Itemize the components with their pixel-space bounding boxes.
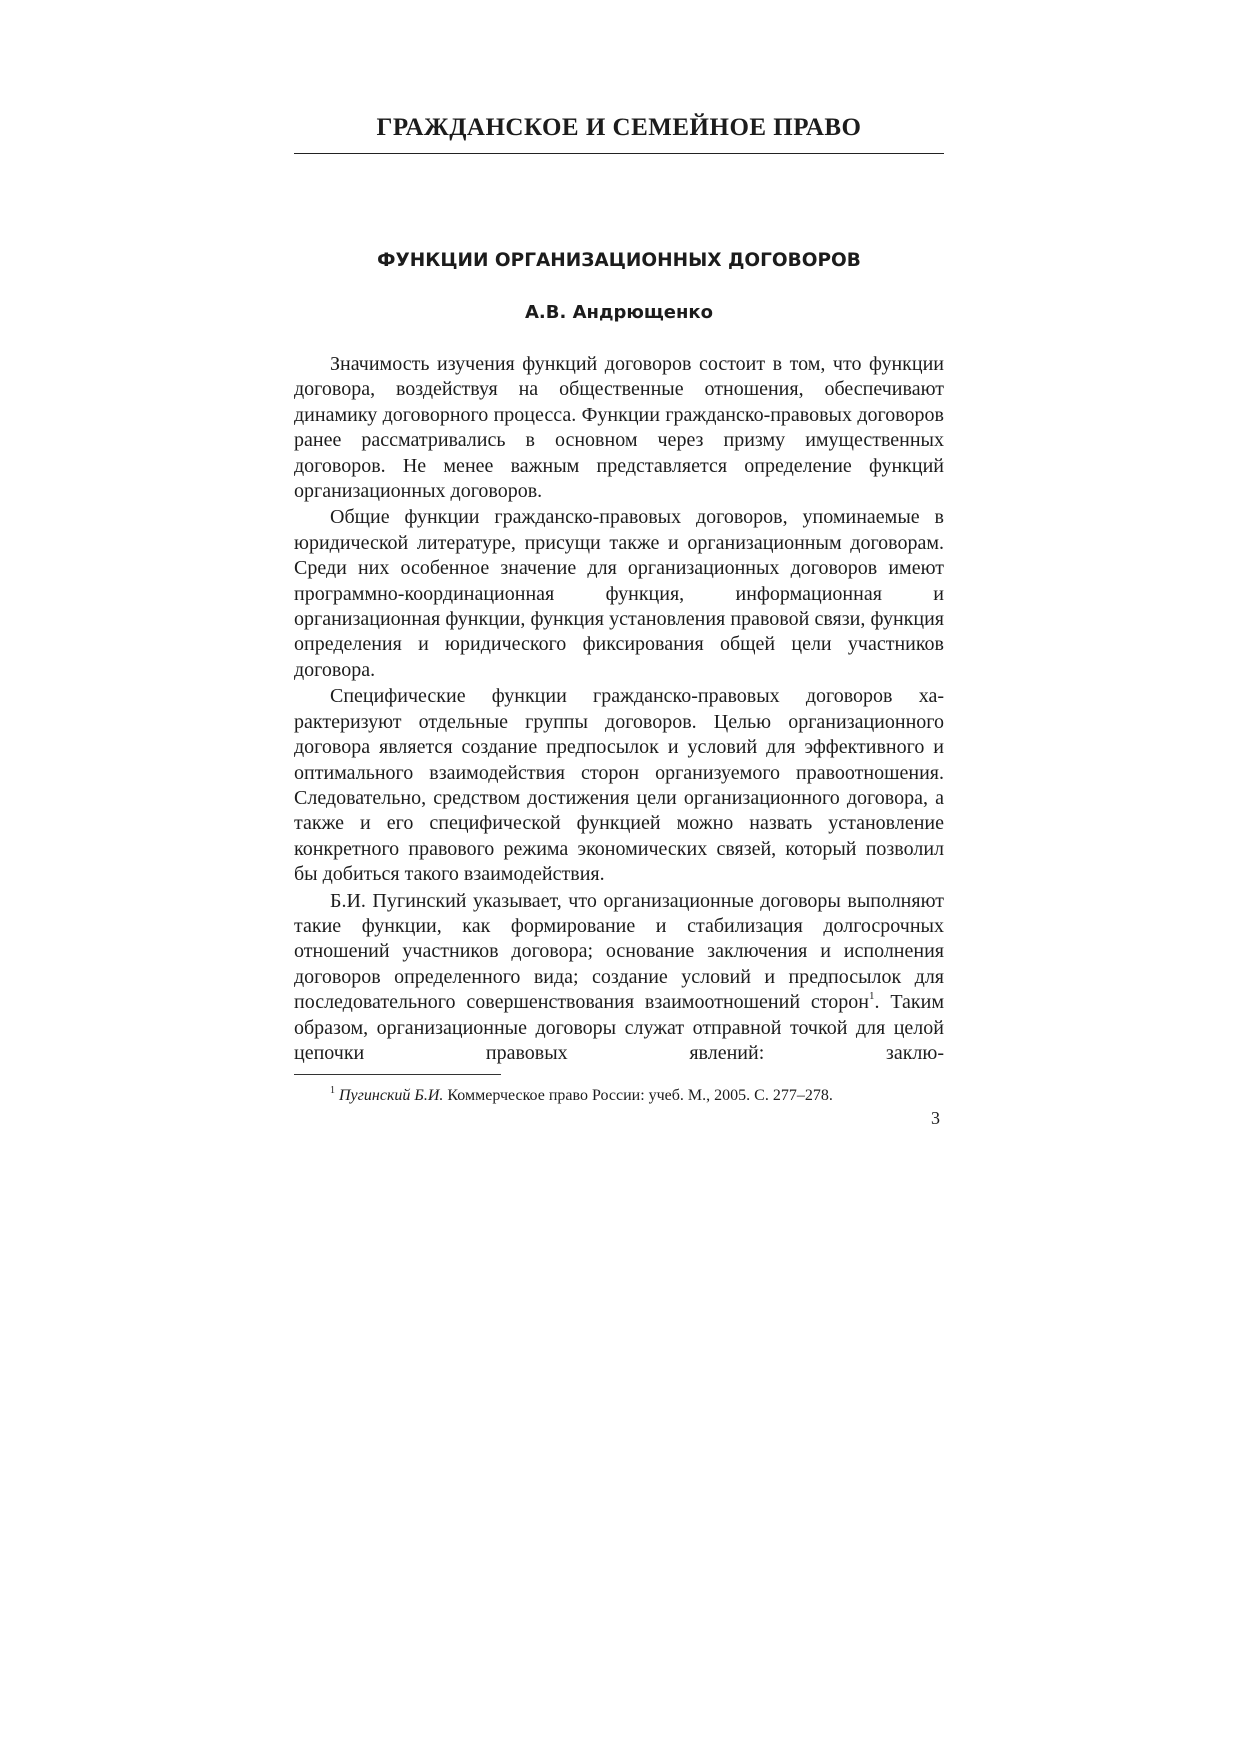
- paragraph-1: Значимость изучения функций договоров состоит в том, что функции договора, воздействуя на общественные отношения, обеспечивают динамику договорного процесса. Функции гражданско-правовых договоров ранее рассматривались в основном через призму имущественных договоров. Не менее важным представляется определение функций организационных договоров.: [294, 353, 944, 503]
- article-author: А.В. Андрющенко: [524, 302, 713, 323]
- paragraph-3: Специфические функции гражданско-правовых договоров характеризуют отдельные группы договоров. Целью организационного договора является создание предпосылок и условий для эффективного и оптимального взаимодействия сторон организуемого правоотношения. Следовательно, средством достижения цели организационного договора, а также и его специфической функцией можно назвать установление конкретного правового режима экономических связей, который позволил бы добиться такого взаимодействия.: [294, 685, 944, 886]
- article-body: [294, 352, 944, 1067]
- footnote-divider: [294, 1074, 501, 1075]
- footnote-number: 1: [330, 1085, 335, 1096]
- paragraph-4-text-after-note: . Таким образом, организационные договоры служат отправной точкой для целой цепочки правовых явлений: заклю-: [294, 991, 944, 1064]
- footnote-text: Коммерческое право России: учеб. М., 2005. С. 277–278.: [443, 1087, 833, 1104]
- footnote: [294, 1086, 944, 1106]
- page-number: 3: [931, 1108, 940, 1128]
- paragraph-4-text-before-note: Б.И. Пугинский указывает, что организационные договоры выполняют такие функции, как формирование и стабилизация долгосрочных отношений участников договора; основание заключения и исполнения договоров определенного вида; создание условий и предпосылок для последовательного совершенствования взаимоотношений сторон: [294, 889, 944, 1014]
- footnote-author: Пугинский Б.И.: [339, 1087, 444, 1104]
- article-title: ФУНКЦИИ ОРГАНИЗАЦИОННЫХ ДОГОВОРОВ: [377, 250, 861, 271]
- section-divider: [294, 153, 944, 154]
- section-title: ГРАЖДАНСКОЕ И СЕМЕЙНОЕ ПРАВО: [376, 114, 862, 141]
- footnote-reference[interactable]: 1: [868, 990, 875, 1003]
- paragraph-2: Общие функции гражданско-правовых договоров, упоминаемые в юридической литературе, присущи также и организационным договорам. Среди них особенное значение для организационных договоров имеют программно-координационная функция, информационная и организационная функции, функция установления правовой связи, функция определения и юридического фиксирования общей цели участников договора.: [294, 506, 944, 681]
- paragraph-4: [294, 889, 944, 1067]
